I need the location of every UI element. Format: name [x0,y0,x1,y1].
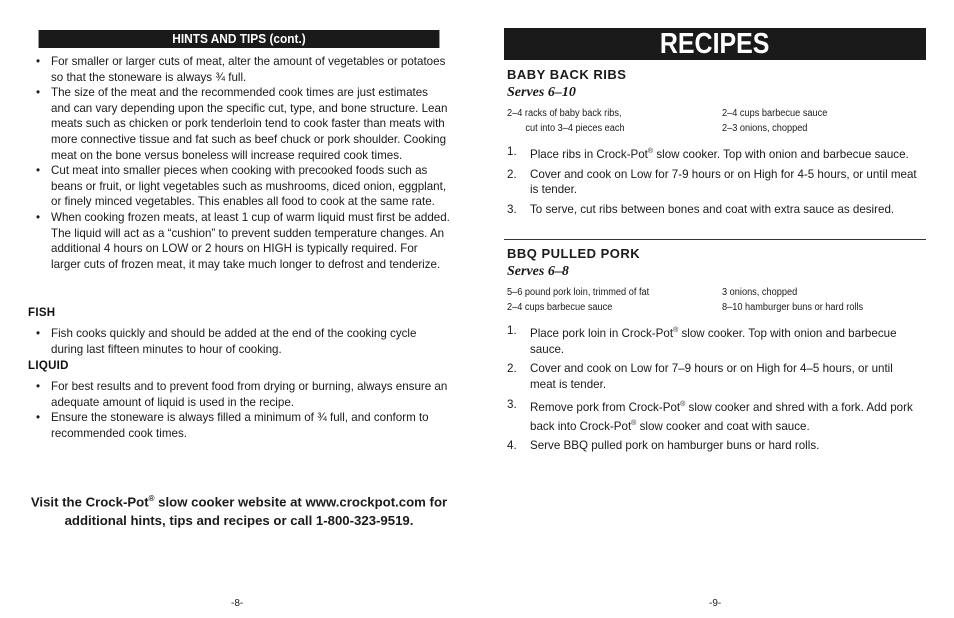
recipe-serves: Serves 6–10 [507,85,576,100]
fish-list [28,326,450,357]
bullet-icon: • [36,411,41,425]
section-divider [504,239,926,240]
list-item: 1. Place ribs in Crock-Pot® slow cooker. Top with onion and barbecue sauce. [507,145,909,161]
liquid-heading: LIQUID [28,360,69,372]
list-item: 3. To serve, cut ribs between bones and coat with extra sauce as desired. [507,203,895,217]
page-number-right: -9- [709,598,722,609]
list-item: • Fish cooks quickly and should be added at the end of the cooking cycle during last fifteen minutes to hour of cooking. [36,327,417,356]
hints-tips-header: HINTS AND TIPS (cont.) [39,30,440,48]
ingredients-col-2: 2–4 cups barbecue sauce 2–3 onions, chopped [722,108,828,134]
hints-list [28,54,450,272]
list-item: 2. Cover and cook on Low for 7-9 hours or on High for 4-5 hours, or until meat is tender. [507,167,917,197]
liquid-list [28,379,450,441]
page-number-left: -8- [231,598,244,609]
bullet-icon: • [36,86,41,100]
recipe-title-baby-back-ribs: BABY BACK RIBS [507,67,627,82]
list-item: • The size of the meat and the recommended cook times are just estimates and can vary depending upon the specific cut, type, and bone structure. Lean meats such as chicken or pork tenderloin tend to cook faster than meats with more connective tissue and fat such as beef chuck or pork shoulder. Cooking meat on the bone versus boneless will increase required cook times. [36,86,448,162]
bullet-icon: • [36,164,41,178]
ingredients-col-2: 3 onions, chopped 8–10 hamburger buns or hard rolls [722,287,864,313]
list-item: • For smaller or larger cuts of meat, alter the amount of vegetables or potatoes so that the stoneware is always ¾ full. [36,55,446,84]
bullet-icon: • [36,55,41,68]
bullet-icon: • [36,380,41,393]
recipes-header: RECIPES [504,28,926,60]
fish-heading: FISH [28,307,56,319]
list-item: 2. Cover and cook on Low for 7–9 hours or on High for 4–5 hours, or until meat is tender. [507,362,893,392]
right-page [504,0,926,618]
ingredients-col-1: 2–4 racks of baby back ribs, cut into 3–4 pieces each [507,108,625,134]
recipe-serves: Serves 6–8 [507,264,569,279]
list-item: • Ensure the stoneware is always filled a minimum of ¾ full, and conform to recommended cook times. [36,411,429,440]
list-item: • Cut meat into smaller pieces when cooking with precooked foods such as beans or fruit, or light vegetables such as mushrooms, diced onion, eggplant, or finely minced vegetables. This enables all food to cook at the same rate. [36,164,447,209]
website-callout: Visit the Crock-Pot® slow cooker website at www.crockpot.com for additional hints, tips and recipes or call 1-800-323-9519. [30,494,448,529]
list-item: • When cooking frozen meats, at least 1 cup of warm liquid must first be added. The liquid will act as a “cushion” to prevent sudden temperature changes. An additional 4 hours on LOW or 2 hours on HIGH is typically required. For larger cuts of frozen meat, it may take much longer to defrost and tenderize. [36,210,450,271]
list-item: 4. Serve BBQ pulled pork on hamburger buns or hard rolls. [507,439,820,453]
recipe-title-bbq-pulled-pork: BBQ PULLED PORK [507,246,641,261]
recipe-steps-pork [507,323,917,458]
recipe-steps-ribs [507,144,917,222]
ingredients-col-1: 5–6 pound pork loin, trimmed of fat 2–4 cups barbecue sauce [507,287,650,313]
left-page [28,0,450,618]
list-item: 3. Remove pork from Crock-Pot® slow cooker and shred with a fork. Add pork back into Crock-Pot® slow cooker and coat with sauce. [507,398,913,433]
list-item: • For best results and to prevent food from drying or burning, always ensure an adequate amount of liquid is used in the recipe. [36,380,448,409]
bullet-icon: • [36,210,41,224]
list-item: 1. Place pork loin in Crock-Pot® slow cooker. Top with onion and barbecue sauce. [507,324,897,356]
bullet-icon: • [36,327,41,340]
